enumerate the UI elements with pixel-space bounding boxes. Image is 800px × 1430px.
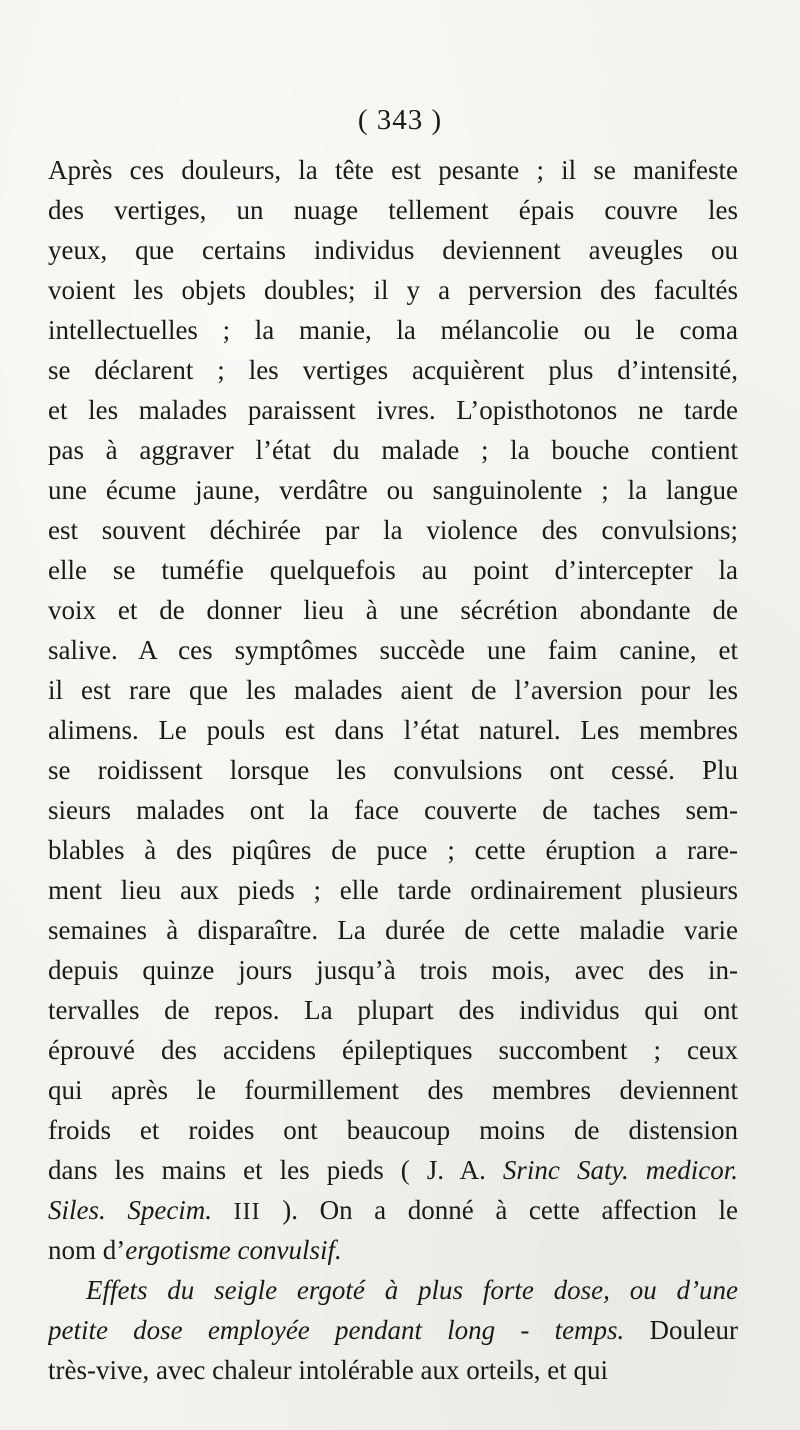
text-segment: Douleur — [624, 1315, 738, 1345]
text-line — [48, 1110, 738, 1150]
text-segment: il est rare que les malades aient de l’aversion pour les — [48, 675, 738, 705]
text-segment: intellectuelles ; la manie, la mélancolie ou le coma — [48, 315, 738, 345]
text-segment: froids et roides ont beaucoup moins de distension — [48, 1115, 738, 1145]
text-line — [48, 430, 738, 470]
text-segment: salive. A ces symptômes succède une faim canine, et — [48, 635, 738, 665]
text-segment: ergotisme convulsif. — [125, 1235, 342, 1265]
text-line — [48, 1350, 738, 1390]
text-segment: très-vive, avec chaleur intolérable aux orteils, et qui — [48, 1355, 609, 1385]
text-segment: ). On a donné à cette affection le — [260, 1195, 738, 1225]
text-segment: Srinc Saty. medicor. — [502, 1155, 738, 1185]
text-line — [48, 310, 738, 350]
text-segment: voix et de donner lieu à une sécrétion abondante de — [48, 595, 738, 625]
text-line — [48, 190, 738, 230]
text-line — [48, 990, 738, 1030]
text-line — [48, 1230, 738, 1270]
text-line — [48, 830, 738, 870]
text-line — [48, 1150, 738, 1190]
text-segment: Après ces douleurs, la tête est pesante ; il se manifeste — [48, 155, 738, 185]
text-line — [48, 470, 738, 510]
text-line — [48, 870, 738, 910]
text-line — [48, 350, 738, 390]
text-line — [48, 950, 738, 990]
text-line — [48, 510, 738, 550]
text-segment: Siles. Specim. — [48, 1195, 213, 1225]
text-segment: se déclarent ; les vertiges acquièrent plus d’intensité, — [48, 355, 738, 385]
text-segment: alimens. Le pouls est dans l’état naturel. Les membres — [48, 715, 738, 745]
text-segment: qui après le fourmillement des membres deviennent — [48, 1075, 738, 1105]
text-line — [48, 550, 738, 590]
body-text — [48, 150, 738, 1390]
text-segment: blables à des piqûres de puce ; cette éruption a rare- — [48, 835, 738, 865]
text-segment: est souvent déchirée par la violence des convulsions; — [48, 515, 738, 545]
text-line — [48, 790, 738, 830]
text-segment: elle se tuméfie quelquefois au point d’intercepter la — [48, 555, 738, 585]
text-line — [48, 270, 738, 310]
text-line — [48, 670, 738, 710]
text-segment: se roidissent lorsque les convulsions ont cessé. Plu — [48, 755, 738, 785]
text-line — [48, 710, 738, 750]
text-segment: ment lieu aux pieds ; elle tarde ordinairement plusieurs — [48, 875, 738, 905]
text-segment: semaines à disparaître. La durée de cette maladie varie — [48, 915, 738, 945]
text-line — [48, 1190, 738, 1230]
text-segment: dans les mains et les pieds ( J. A. — [48, 1155, 503, 1185]
text-segment: pas à aggraver l’état du malade ; la bouche contient — [48, 435, 738, 465]
text-segment — [212, 1195, 234, 1225]
text-segment: des vertiges, un nuage tellement épais couvre les — [48, 195, 738, 225]
text-segment: éprouvé des accidens épileptiques succombent ; ceux — [48, 1035, 738, 1065]
text-line — [48, 750, 738, 790]
text-line — [48, 1070, 738, 1110]
text-segment: depuis quinze jours jusqu’à trois mois, avec des in- — [48, 955, 738, 985]
text-line — [48, 590, 738, 630]
text-line — [48, 630, 738, 670]
text-line — [48, 1270, 738, 1310]
text-segment: nom d’ — [48, 1235, 126, 1265]
text-segment: voient les objets doubles; il y a perversion des facultés — [48, 275, 738, 305]
text-segment: III — [233, 1199, 261, 1225]
text-segment: sieurs malades ont la face couverte de taches sem- — [48, 795, 738, 825]
text-line — [48, 390, 738, 430]
text-segment: une écume jaune, verdâtre ou sanguinolente ; la langue — [48, 475, 738, 505]
text-segment: et les malades paraissent ivres. L’opisthotonos ne tarde — [48, 395, 738, 425]
text-line — [48, 910, 738, 950]
paragraph-ergotism-symptoms — [48, 150, 738, 1270]
text-line — [48, 230, 738, 270]
paragraph-large-dose-effects — [48, 1270, 738, 1390]
text-segment: Effets du seigle ergoté à plus forte dose, ou d’une — [86, 1275, 738, 1305]
text-segment: tervalles de repos. La plupart des individus qui ont — [48, 995, 738, 1025]
text-line — [48, 1310, 738, 1350]
text-line — [48, 1030, 738, 1070]
text-segment: yeux, que certains individus deviennent aveugles ou — [48, 235, 738, 265]
text-line — [48, 150, 738, 190]
page-number: ( 343 ) — [357, 104, 443, 136]
text-segment: petite dose employée pendant long - temps. — [48, 1315, 625, 1345]
